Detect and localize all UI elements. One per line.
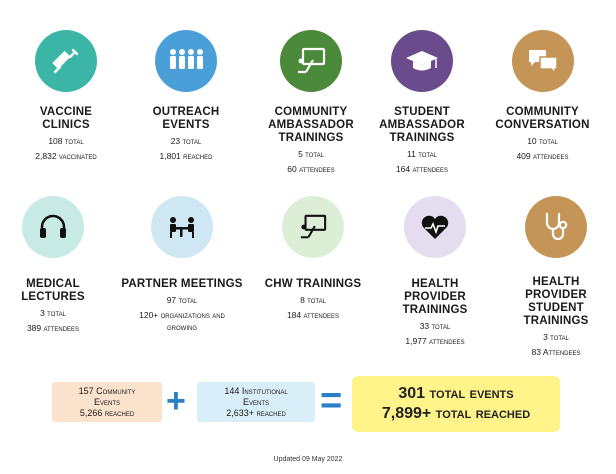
community-events-label: Events (93, 396, 120, 407)
card-student-ambassador-trainings (372, 30, 472, 175)
card-chw-trainings (258, 196, 368, 321)
stat-vaccinated: 2,832 vaccinated (35, 151, 97, 161)
graduation-cap-icon (404, 48, 440, 74)
stat-attendees: 389 attendees (26, 323, 80, 333)
stat-organizations: 120+ organizations and growing (139, 310, 225, 332)
circle-community-conversation (512, 30, 574, 92)
stat-total: 11 total (407, 149, 437, 159)
stat-total: 33 total (419, 321, 451, 331)
institutional-events-label: Events (242, 396, 269, 407)
title-medical-lectures: MEDICAL LECTURES (21, 278, 85, 303)
stethoscope-icon (541, 211, 571, 243)
circle-vaccine-clinics (35, 30, 97, 92)
title-outreach-events: OUTREACH EVENTS (152, 106, 220, 131)
circle-partner-meetings (151, 196, 213, 258)
title-community-conversation: COMMUNITY CONVERSATION (495, 106, 590, 131)
card-vaccine-clinics (21, 30, 111, 162)
totals-box (352, 376, 560, 432)
stat-total: 3 total (40, 308, 66, 318)
total-reached: 7,899+ total reached (381, 405, 531, 422)
stat-total: 108 total (48, 136, 84, 146)
total-events: 301 total events (398, 385, 514, 402)
circle-health-provider-trainings (404, 196, 466, 258)
updated-date: Updated 09 May 2022 (273, 456, 343, 463)
presentation-icon (294, 46, 328, 76)
title-community-ambassador-trainings: COMMUNITY AMBASSADOR TRAININGS (268, 106, 354, 144)
title-partner-meetings: PARTNER MEETINGS (121, 278, 243, 290)
title-health-provider-trainings: HEALTH PROVIDER TRAININGS (402, 278, 468, 316)
stat-total: 5 total (298, 149, 324, 159)
people-icon (167, 46, 205, 76)
title-health-provider-student-trainings: HEALTH PROVIDER STUDENT TRAININGS (523, 276, 589, 327)
stat-attendees: 184 attendees (286, 310, 340, 320)
circle-health-provider-student (525, 196, 587, 258)
stat-reached: 1,801 reached (159, 151, 213, 161)
card-community-conversation (485, 30, 600, 162)
stat-attendees: 164 attendees (395, 164, 449, 174)
stat-total: 3 total (543, 332, 569, 342)
card-health-provider-student-trainings (506, 196, 606, 358)
heart-pulse-icon (420, 213, 450, 241)
institutional-events-box (197, 382, 315, 422)
headphones-icon (38, 213, 68, 241)
card-health-provider-trainings (385, 196, 485, 347)
presentation-icon (297, 213, 329, 241)
community-events-box (52, 382, 162, 422)
stat-total: 97 total (166, 295, 198, 305)
title-chw-trainings: CHW TRAININGS (264, 278, 362, 290)
stat-attendees: 1,977 attendees (405, 336, 465, 346)
community-events-count: 157 Community (78, 385, 136, 396)
circle-medical-lectures (22, 196, 84, 258)
card-community-ambassador-trainings (256, 30, 366, 175)
card-outreach-events (141, 30, 231, 162)
title-vaccine-clinics: VACCINE CLINICS (39, 106, 93, 131)
stat-total: 8 total (300, 295, 326, 305)
plus-sign: + (166, 382, 186, 420)
community-events-reached: 5,266 reached (79, 407, 135, 418)
card-medical-lectures (8, 196, 98, 334)
circle-student-ambassador (391, 30, 453, 92)
stat-attendees: 60 attendees (287, 164, 335, 174)
stat-attendees: 83 Attendees (531, 347, 581, 357)
stat-total: 10 total (527, 136, 558, 146)
circle-community-ambassador (280, 30, 342, 92)
circle-outreach-events (155, 30, 217, 92)
circle-chw-trainings (282, 196, 344, 258)
institutional-events-count: 144 Institutional (224, 385, 288, 396)
equals-sign: = (320, 380, 343, 422)
institutional-events-reached: 2,633+ reached (226, 407, 286, 418)
title-student-ambassador-trainings: STUDENT AMBASSADOR TRAININGS (379, 106, 465, 144)
card-partner-meetings (118, 196, 246, 333)
meeting-icon (166, 214, 198, 240)
stat-total: 23 total (170, 136, 202, 146)
stat-attendees: 409 attendees (516, 151, 569, 161)
chat-bubbles-icon (526, 47, 560, 75)
syringe-icon (49, 44, 83, 78)
